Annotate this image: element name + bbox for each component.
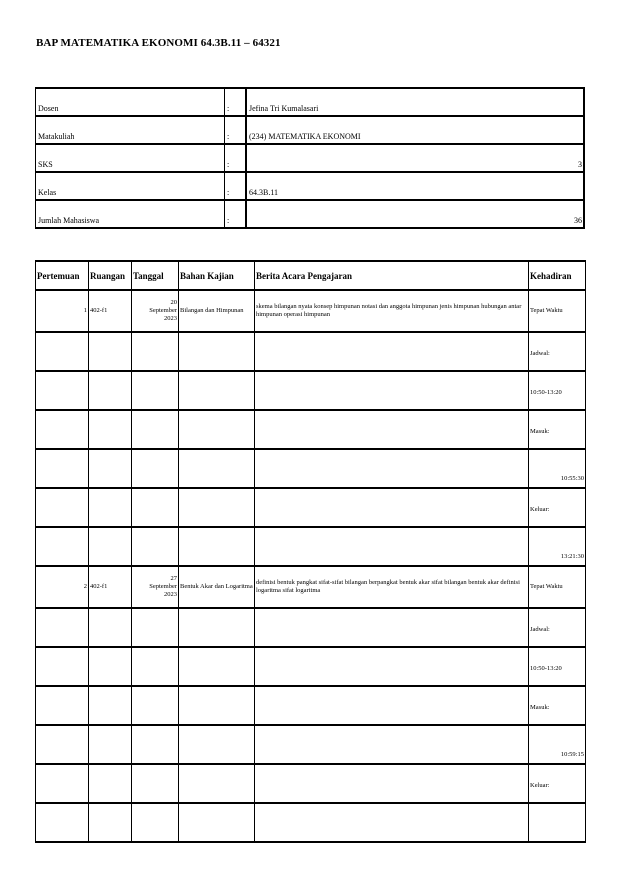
info-value: (234) MATEMATIKA EKONOMI bbox=[246, 116, 584, 144]
info-row-credits bbox=[36, 144, 585, 172]
attendance-cell: 10:50-13:20 bbox=[529, 371, 586, 410]
course-info-table bbox=[35, 87, 585, 229]
meetings-table bbox=[35, 260, 586, 843]
info-value: 64.3B.11 bbox=[246, 172, 584, 200]
table-row bbox=[36, 803, 586, 842]
info-row-students bbox=[36, 200, 585, 228]
status-cell: Tepat Waktu bbox=[529, 290, 586, 332]
header-attendance: Kehadiran bbox=[529, 261, 586, 290]
info-label: Jumlah Mahasiswa bbox=[36, 200, 225, 228]
attendance-cell: Keluar: bbox=[529, 488, 586, 527]
info-value: 3 bbox=[246, 144, 584, 172]
attendance-cell: Jadwal: bbox=[529, 332, 586, 371]
report-cell: definisi bentuk pangkat sifat-sifat bilangan berpangkat bentuk akar sifat bilangan bentuk akar definisi logaritma sifat logaritma bbox=[255, 566, 529, 608]
table-row bbox=[36, 290, 586, 332]
table-row bbox=[36, 764, 586, 803]
header-room: Ruangan bbox=[89, 261, 132, 290]
document-title: BAP MATEMATIKA EKONOMI 64.3B.11 – 64321 bbox=[36, 37, 281, 49]
table-header-row bbox=[36, 261, 586, 290]
info-row-class bbox=[36, 172, 585, 200]
topic-cell: Bentuk Akar dan Logaritma bbox=[179, 566, 255, 608]
date-year: 2023 bbox=[164, 315, 177, 323]
info-label: Kelas bbox=[36, 172, 225, 200]
status-cell: Tepat Waktu bbox=[529, 566, 586, 608]
date-cell bbox=[132, 566, 179, 608]
table-row bbox=[36, 686, 586, 725]
info-colon: : bbox=[225, 200, 247, 228]
date-day: 27 bbox=[170, 574, 177, 582]
room-cell: 402-f1 bbox=[89, 566, 132, 608]
table-row bbox=[36, 371, 586, 410]
info-colon: : bbox=[225, 116, 247, 144]
info-label: Matakuliah bbox=[36, 116, 225, 144]
attendance-cell: Masuk: bbox=[529, 410, 586, 449]
info-colon: : bbox=[225, 88, 247, 116]
date-year: 2023 bbox=[164, 591, 177, 599]
meeting-number: 1 bbox=[36, 290, 89, 332]
table-row bbox=[36, 608, 586, 647]
attendance-cell: Masuk: bbox=[529, 686, 586, 725]
topic-cell: Bilangan dan Himpunan bbox=[179, 290, 255, 332]
table-row bbox=[36, 566, 586, 608]
info-value: 36 bbox=[246, 200, 584, 228]
meeting-number: 2 bbox=[36, 566, 89, 608]
attendance-cell: Keluar: bbox=[529, 764, 586, 803]
table-row bbox=[36, 449, 586, 488]
table-row bbox=[36, 647, 586, 686]
table-row bbox=[36, 488, 586, 527]
info-value: Jefina Tri Kumalasari bbox=[246, 88, 584, 116]
attendance-cell: 10:55:30 bbox=[529, 449, 586, 488]
date-cell bbox=[132, 290, 179, 332]
info-row-lecturer bbox=[36, 88, 585, 116]
header-date: Tanggal bbox=[132, 261, 179, 290]
attendance-cell: 10:59:15 bbox=[529, 725, 586, 764]
table-row bbox=[36, 410, 586, 449]
info-colon: : bbox=[225, 144, 247, 172]
info-label: SKS bbox=[36, 144, 225, 172]
table-row bbox=[36, 725, 586, 764]
date-month: September bbox=[149, 306, 177, 314]
attendance-cell: Jadwal: bbox=[529, 608, 586, 647]
header-topic: Bahan Kajian bbox=[179, 261, 255, 290]
attendance-cell: 10:50-13:20 bbox=[529, 647, 586, 686]
info-row-course bbox=[36, 116, 585, 144]
info-colon: : bbox=[225, 172, 247, 200]
date-month: September bbox=[149, 582, 177, 590]
info-label: Dosen bbox=[36, 88, 225, 116]
table-row bbox=[36, 332, 586, 371]
report-cell: skema bilangan nyata konsep himpunan notasi dan anggota himpunan jenis himpunan hubungan antar himpunan operasi himpunan bbox=[255, 290, 529, 332]
header-report: Berita Acara Pengajaran bbox=[255, 261, 529, 290]
table-row bbox=[36, 527, 586, 566]
header-meeting: Pertemuan bbox=[36, 261, 89, 290]
room-cell: 402-f1 bbox=[89, 290, 132, 332]
attendance-cell: 13:21:30 bbox=[529, 527, 586, 566]
date-day: 20 bbox=[170, 298, 177, 306]
